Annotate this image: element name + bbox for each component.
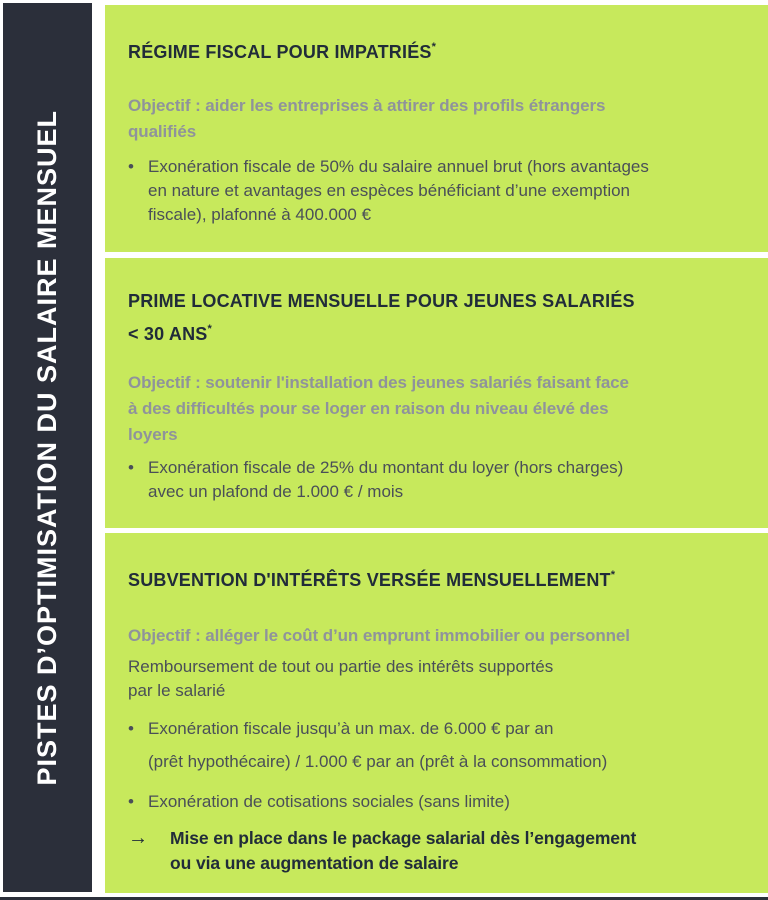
panel-regime-fiscal-impatries — [105, 5, 768, 252]
panel-title — [128, 287, 740, 348]
panel-objective — [128, 93, 740, 145]
bullet-line: en nature et avantages en espèces bénéficiant d’une exemption — [148, 181, 631, 200]
panel-title-text: RÉGIME FISCAL POUR IMPATRIÉS — [128, 42, 432, 62]
panel-title-line: PRIME LOCATIVE MENSUELLE POUR JEUNES SALARIÉS — [128, 291, 635, 311]
bullet-text — [148, 790, 510, 814]
bullet-line: Exonération fiscale jusqu’à un max. de 6.000 € par an — [148, 719, 554, 738]
bullet-line: Exonération de cotisations sociales (sans limite) — [148, 792, 510, 811]
footnote-asterisk: * — [207, 323, 212, 335]
bullet-line: Exonération fiscale de 50% du salaire annuel brut (hors avantages — [148, 157, 649, 176]
panel-prime-locative — [105, 258, 768, 528]
arrow-note — [128, 826, 740, 876]
panel-title-text: SUBVENTION D'INTÉRÊTS VERSÉE MENSUELLEMENT — [128, 570, 611, 590]
bullet-item — [128, 456, 740, 504]
arrow-note-line: ou via une augmentation de salaire — [170, 853, 459, 873]
arrow-right-icon: → — [128, 827, 148, 849]
bullet-icon: • — [128, 157, 134, 176]
footnote-asterisk: * — [431, 41, 437, 53]
bullet-icon: • — [128, 458, 134, 477]
bullet-text — [148, 155, 649, 227]
bullet-item — [128, 790, 740, 814]
objective-line: à des difficultés pour se loger en raison du niveau élevé des — [128, 399, 609, 418]
objective-line: Objectif : alléger le coût d’un emprunt immobilier ou personnel — [128, 626, 630, 645]
panel-objective — [128, 370, 740, 448]
bullet-item — [128, 717, 740, 774]
panel-title-line: < 30 ANS — [128, 324, 208, 344]
bullet-text — [148, 717, 607, 774]
objective-line: Objectif : aider les entreprises à attirer des profils étrangers — [128, 96, 606, 115]
footnote-asterisk: * — [610, 569, 616, 581]
objective-line: loyers — [128, 425, 178, 444]
sidebar-vertical-title: PISTES D’OPTIMISATION DU SALAIRE MENSUEL — [32, 109, 62, 786]
sidebar — [3, 3, 92, 892]
bullet-line: Exonération fiscale de 25% du montant du loyer (hors charges) — [148, 458, 624, 477]
bullet-line: (prêt hypothécaire) / 1.000 € par an (prêt à la consommation) — [148, 752, 608, 771]
panel-subvention-interets — [105, 533, 768, 893]
panel-objective — [128, 623, 740, 649]
panel-paragraph — [128, 655, 740, 703]
paragraph-line: Remboursement de tout ou partie des intérêts supportés — [128, 657, 554, 676]
bullet-item — [128, 155, 740, 227]
bullet-line: fiscale), plafonné à 400.000 € — [148, 205, 372, 224]
objective-line: Objectif : soutenir l'installation des jeunes salariés faisant face — [128, 373, 629, 392]
paragraph-line: par le salarié — [128, 681, 226, 700]
objective-line: qualifiés — [128, 122, 197, 141]
bullet-icon: • — [128, 719, 134, 738]
bullet-line: avec un plafond de 1.000 € / mois — [148, 482, 404, 501]
panels-column — [105, 5, 768, 893]
bullet-icon: • — [128, 792, 134, 811]
panel-title — [128, 36, 740, 63]
bullet-text — [148, 456, 623, 504]
panel-title — [128, 564, 740, 591]
arrow-note-line: Mise en place dans le package salarial dès l’engagement — [170, 828, 637, 848]
arrow-note-text — [170, 826, 636, 876]
